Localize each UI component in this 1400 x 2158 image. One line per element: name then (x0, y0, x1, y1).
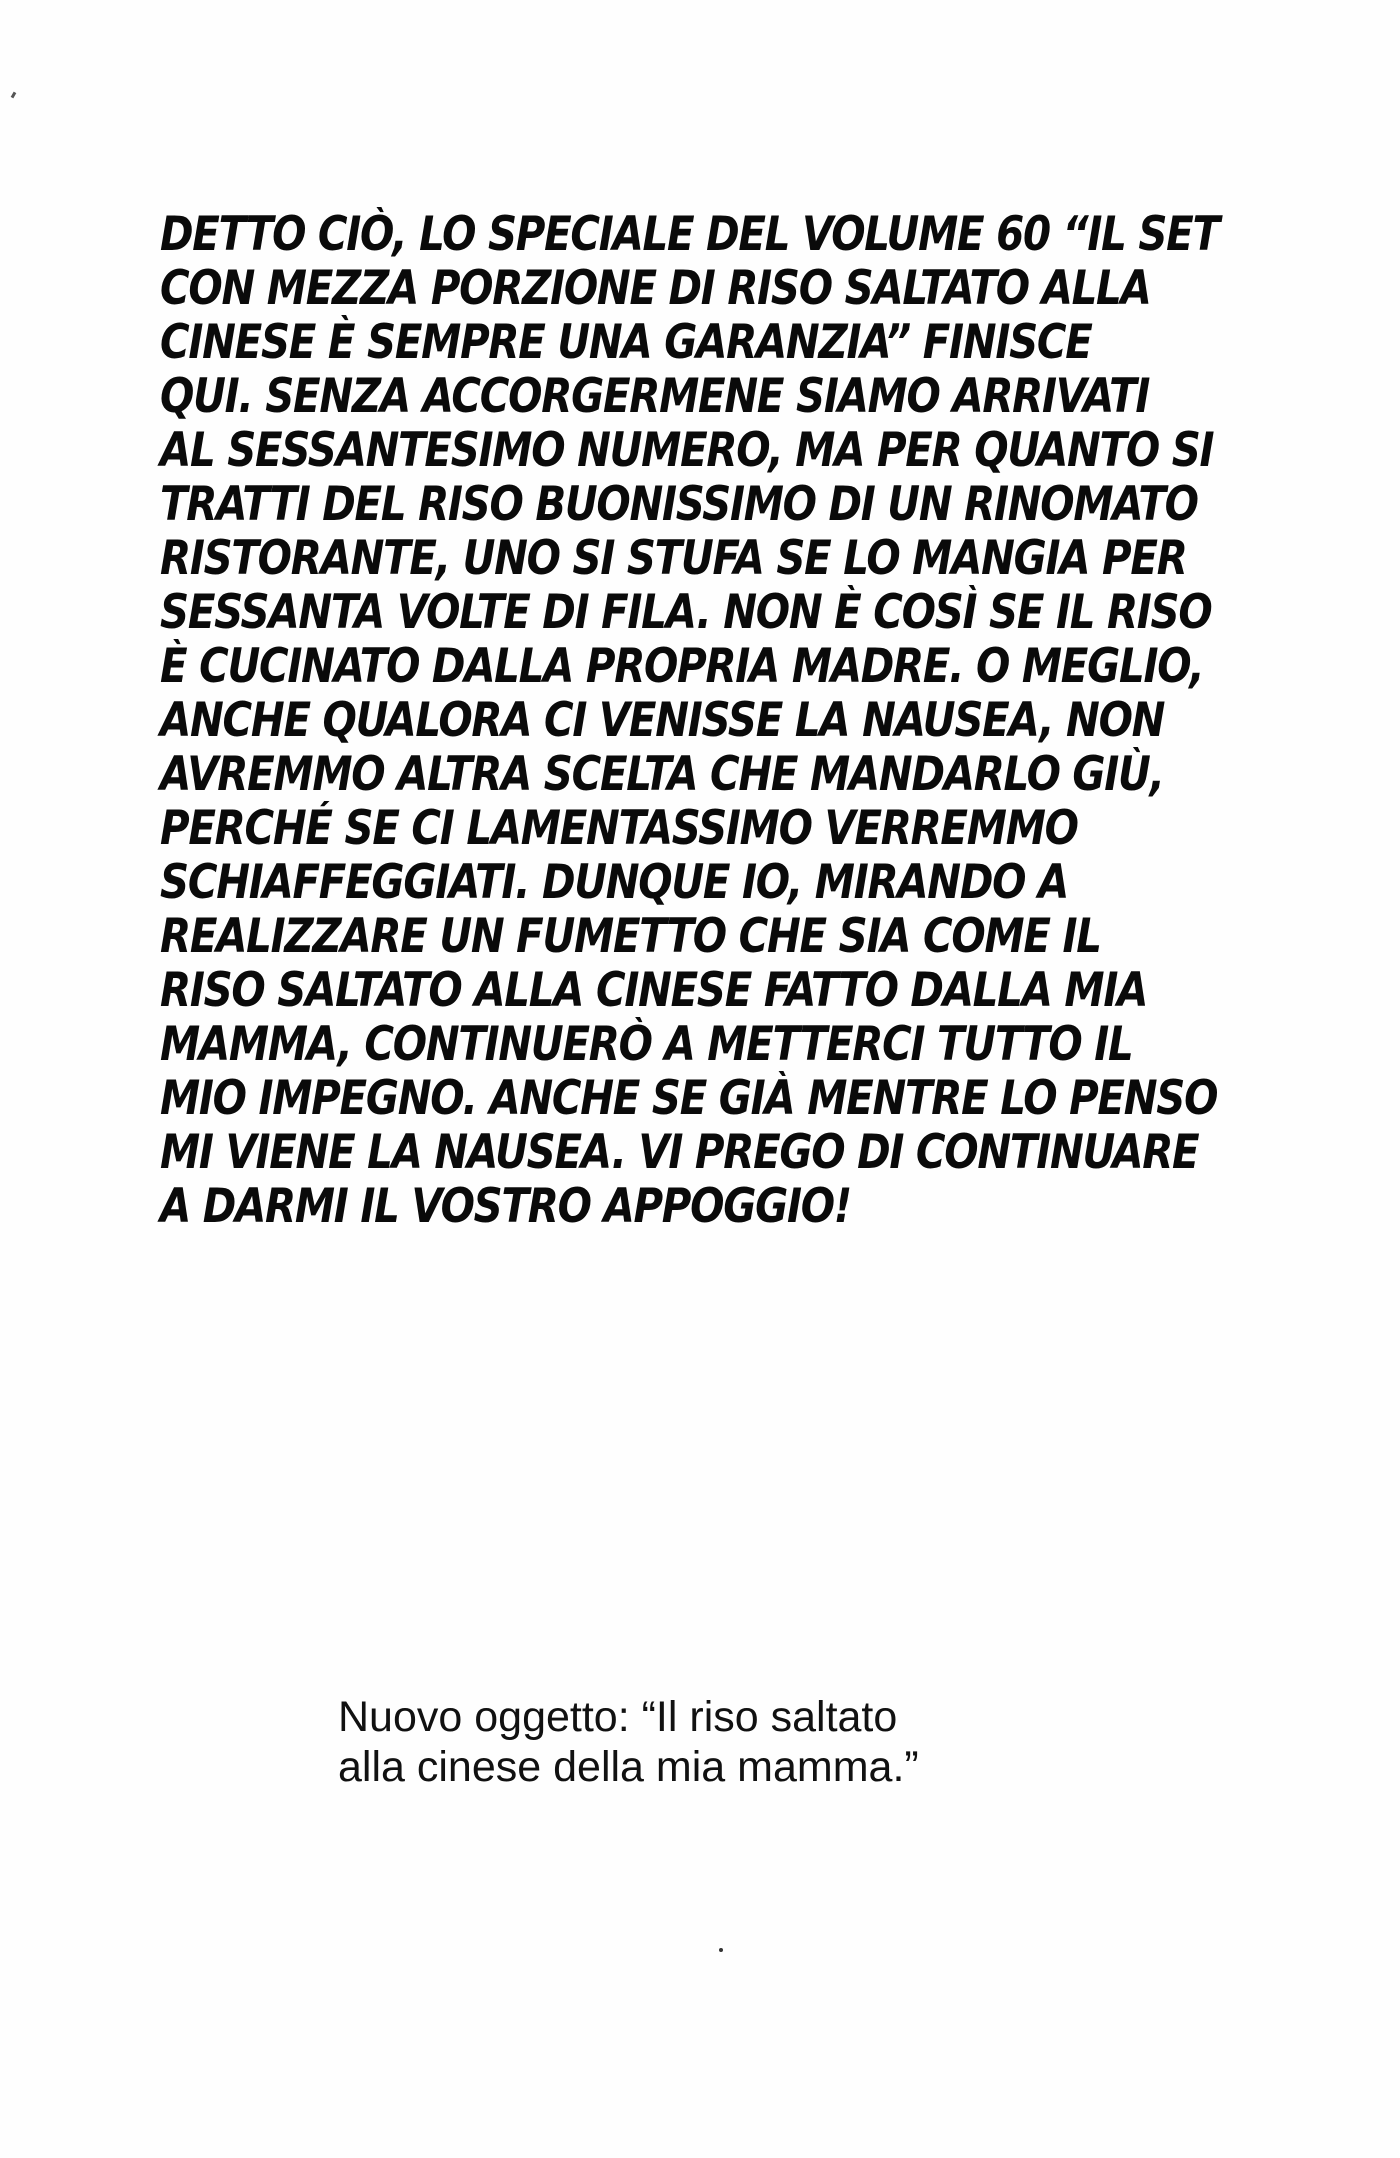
afterword-line: AVREMMO ALTRA SCELTA CHE MANDARLO GIÙ, (160, 747, 1164, 802)
afterword-line: DETTO CIÒ, LO SPECIALE DEL VOLUME 60 “IL SET (160, 207, 1219, 262)
caption-line: Nuovo oggetto: “Il riso saltato (338, 1693, 898, 1741)
afterword-line: QUI. SENZA ACCORGERMENE SIAMO ARRIVATI (160, 369, 1150, 424)
afterword-text-block (160, 208, 1270, 1234)
afterword-line: MI VIENE LA NAUSEA. VI PREGO DI CONTINUARE (160, 1125, 1199, 1180)
afterword-line: È CUCINATO DALLA PROPRIA MADRE. O MEGLIO, (160, 639, 1204, 694)
afterword-line: CINESE È SEMPRE UNA GARANZIA” FINISCE (160, 315, 1092, 370)
afterword-line: RISTORANTE, UNO SI STUFA SE LO MANGIA PER (160, 531, 1187, 586)
afterword-line: CON MEZZA PORZIONE DI RISO SALTATO ALLA (160, 261, 1151, 316)
caption-line: alla cinese della mia mamma.” (338, 1743, 919, 1791)
afterword-line: RISO SALTATO ALLA CINESE FATTO DALLA MIA (160, 963, 1148, 1018)
scan-speck (11, 92, 17, 99)
afterword-line: MIO IMPEGNO. ANCHE SE GIÀ MENTRE LO PENSO (160, 1071, 1218, 1126)
caption-block (338, 1692, 1138, 1792)
afterword-line: PERCHÉ SE CI LAMENTASSIMO VERREMMO (160, 801, 1078, 856)
afterword-line: ANCHE QUALORA CI VENISSE LA NAUSEA, NON (160, 693, 1165, 748)
afterword-line: SESSANTA VOLTE DI FILA. NON È COSÌ SE IL RISO (160, 585, 1212, 640)
afterword-line: AL SESSANTESIMO NUMERO, MA PER QUANTO SI (160, 423, 1214, 478)
afterword-line: REALIZZARE UN FUMETTO CHE SIA COME IL (160, 909, 1101, 964)
afterword-line: TRATTI DEL RISO BUONISSIMO DI UN RINOMATO (160, 477, 1198, 532)
afterword-line: A DARMI IL VOSTRO APPOGGIO! (160, 1179, 851, 1234)
afterword-line: MAMMA, CONTINUERÒ A METTERCI TUTTO IL (160, 1017, 1133, 1072)
afterword-line: SCHIAFFEGGIATI. DUNQUE IO, MIRANDO A (160, 855, 1068, 910)
scan-dot (719, 1948, 723, 1952)
